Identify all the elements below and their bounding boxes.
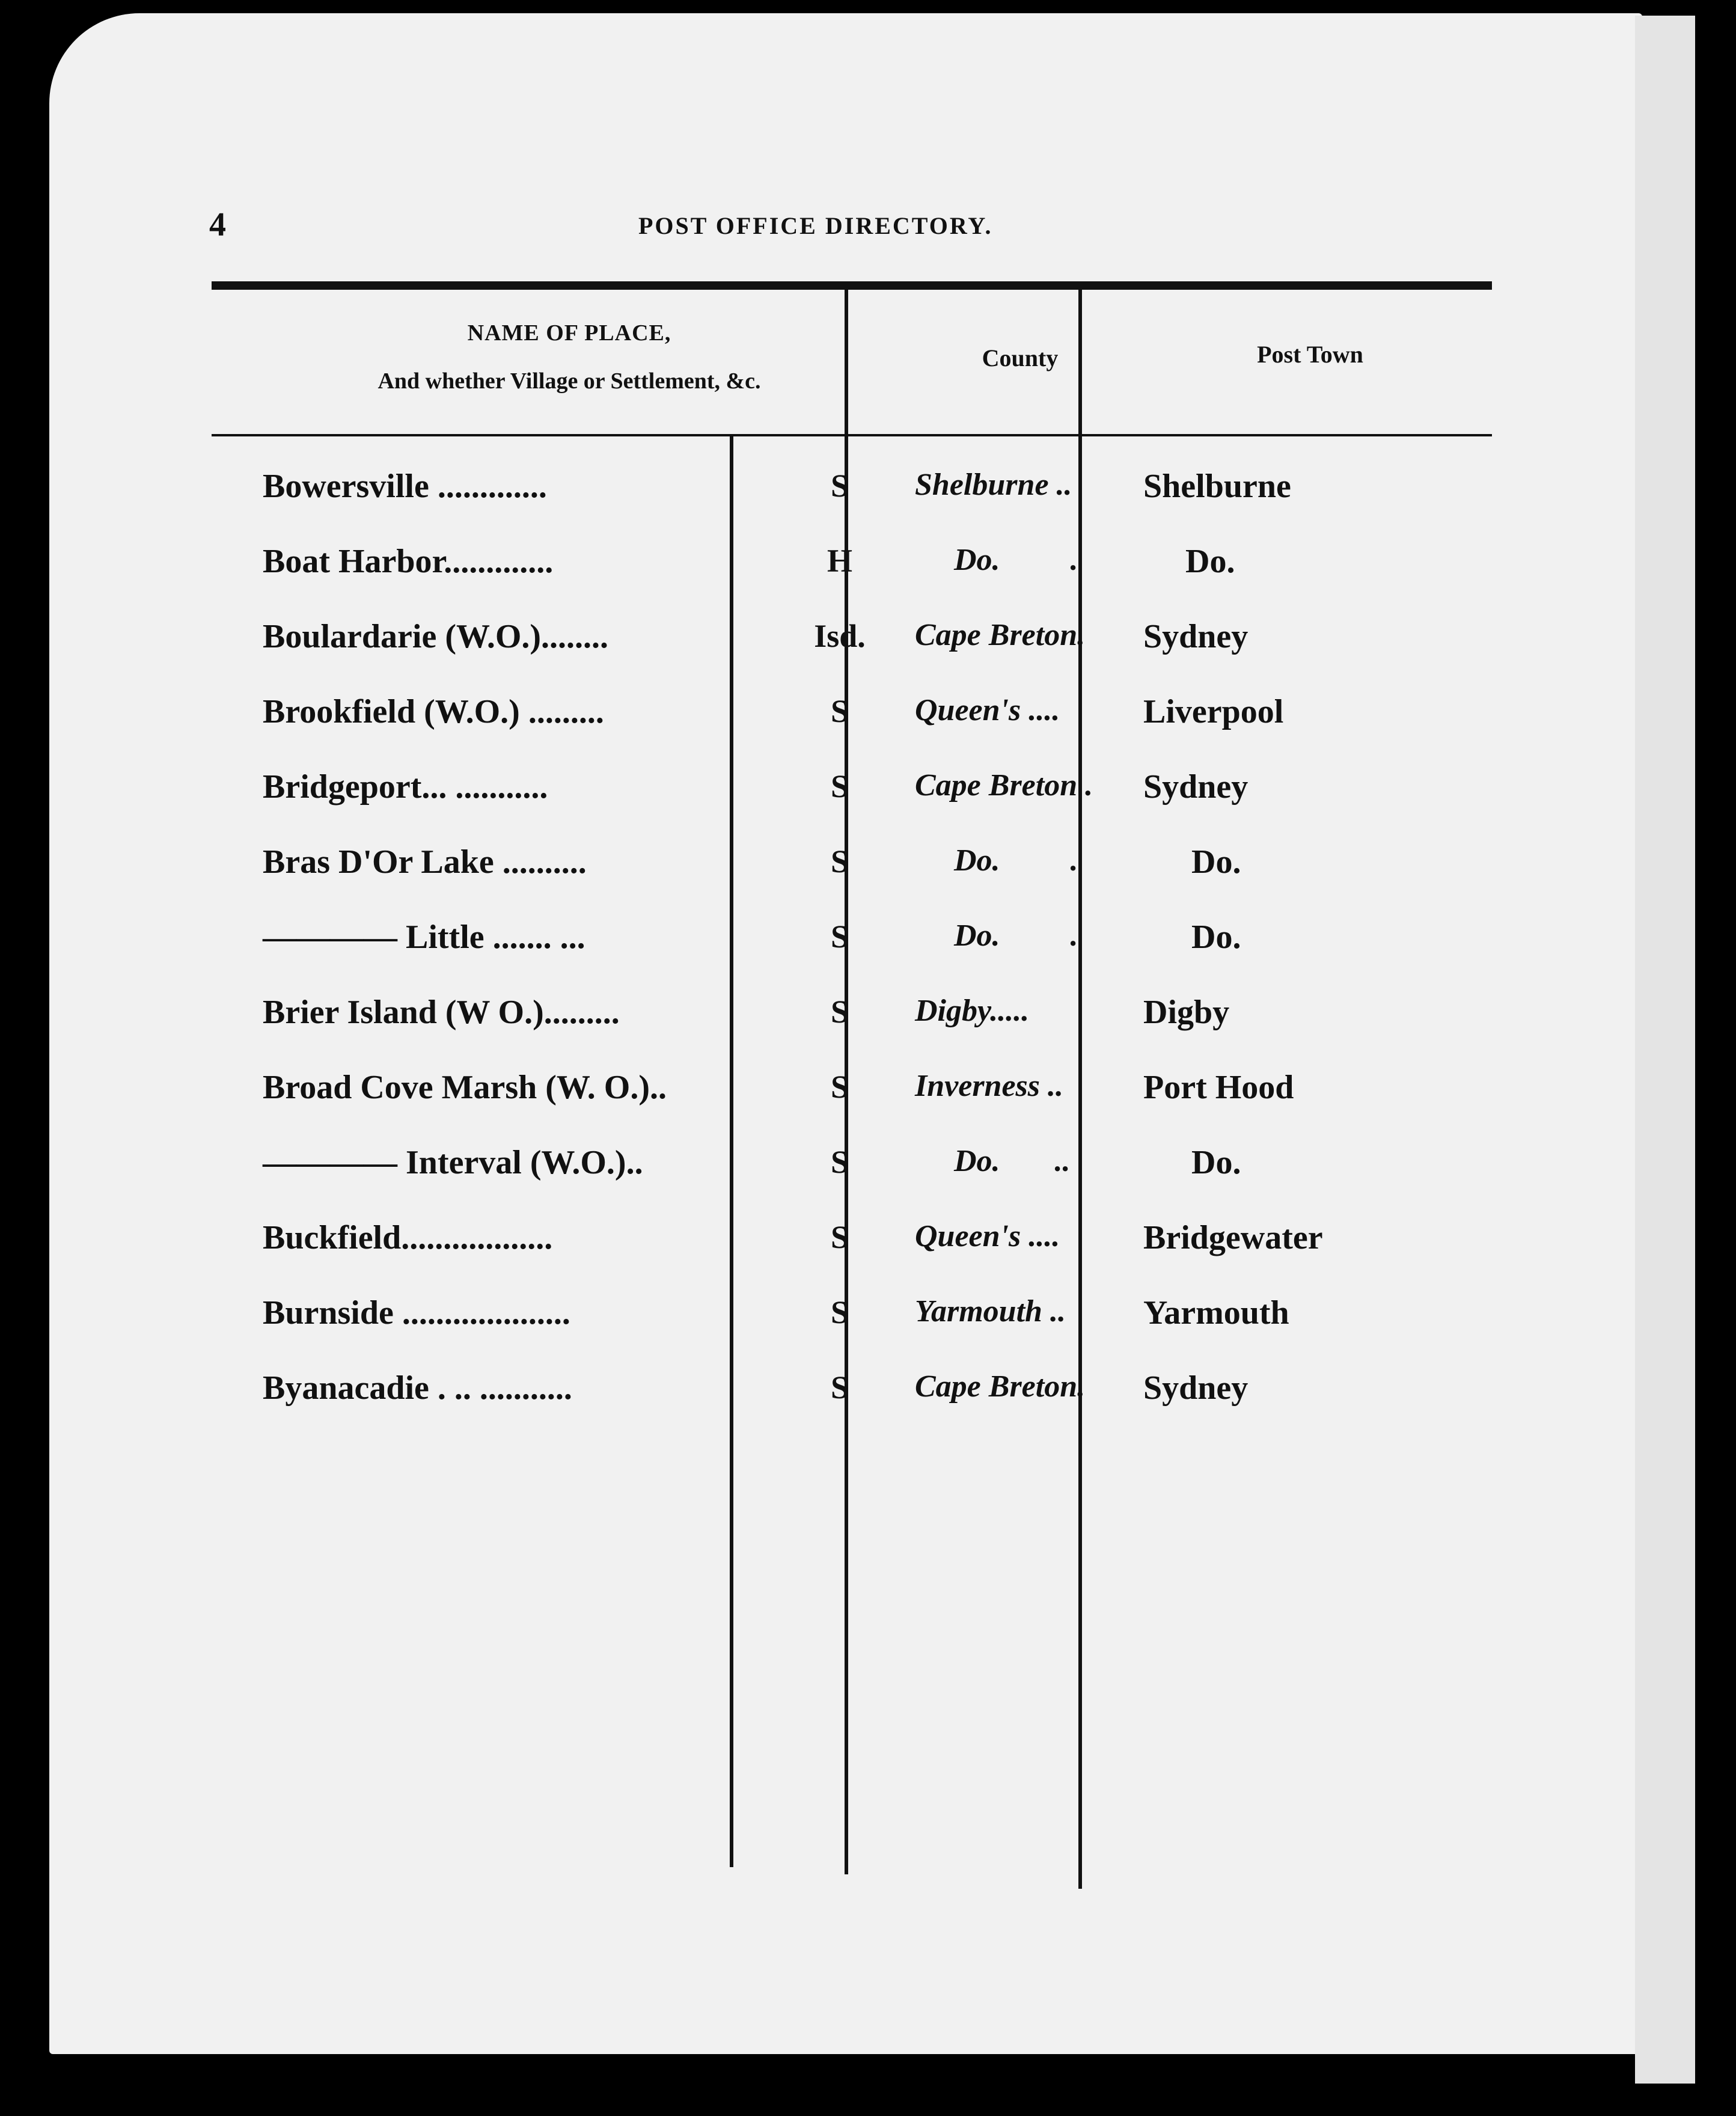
table-row: [49, 1219, 1642, 1267]
column-header-place: NAME OF PLACE,: [467, 320, 671, 346]
post-town-name: Do.: [1191, 843, 1241, 881]
post-town-name: Port Hood: [1143, 1069, 1294, 1106]
place-kind: S: [830, 994, 849, 1030]
place-name: Boat Harbor.............: [263, 543, 554, 580]
place-kind: S: [830, 693, 849, 729]
place-name: ———— Little ....... ...: [263, 919, 585, 956]
table-row: [49, 993, 1642, 1041]
place-kind: Isd.: [814, 618, 866, 654]
place-kind: S: [830, 1144, 849, 1180]
post-town-name: Sydney: [1143, 1369, 1249, 1407]
place-kind: S: [830, 468, 849, 504]
adjacent-page-edge: [1635, 16, 1695, 2084]
post-town-name: Bridgewater: [1143, 1219, 1323, 1256]
place-name: Bridgeport... ...........: [263, 768, 548, 806]
table-row: [49, 467, 1642, 515]
table-row: [49, 693, 1642, 741]
place-name: Burnside ....................: [263, 1294, 570, 1332]
county-name: Yarmouth ..: [915, 1294, 1066, 1329]
post-town-name: Sydney: [1143, 618, 1249, 655]
header-rule: [212, 434, 1492, 436]
county-name: Do. .: [954, 543, 1078, 577]
county-name: Do. ..: [954, 1144, 1071, 1178]
place-kind: S: [830, 1294, 849, 1330]
column-header-post-town: Post Town: [1257, 341, 1363, 368]
county-name: Cape Breton.: [915, 618, 1086, 652]
running-title: POST OFFICE DIRECTORY.: [638, 212, 993, 239]
place-kind: S: [830, 1069, 849, 1105]
county-name: Cape Breton.: [915, 1369, 1086, 1404]
post-town-name: Digby: [1143, 994, 1230, 1031]
place-kind: S: [830, 768, 849, 804]
place-name: Byanacadie . .. ...........: [263, 1369, 572, 1407]
column-header-place-sub: And whether Village or Settlement, &c.: [377, 368, 761, 394]
page-number: 4: [209, 206, 226, 243]
post-town-name: Do.: [1191, 1144, 1241, 1181]
place-name: Boulardarie (W.O.)........: [263, 618, 609, 655]
county-name: Queen's ....: [915, 693, 1060, 727]
table-row: [49, 843, 1642, 891]
table-row: [49, 1369, 1642, 1417]
place-name: Broad Cove Marsh (W. O.)..: [263, 1069, 667, 1106]
county-name: Do. .: [954, 843, 1078, 878]
place-kind: S: [830, 919, 849, 955]
county-name: Queen's ....: [915, 1219, 1060, 1253]
post-town-name: Do.: [1191, 919, 1241, 956]
table-row: [49, 617, 1642, 665]
county-name: Do. .: [954, 919, 1078, 953]
table-row: [49, 542, 1642, 590]
post-town-name: Shelburne: [1143, 468, 1291, 505]
county-name: Digby.....: [915, 994, 1030, 1028]
place-name: Brier Island (W O.).........: [263, 994, 620, 1031]
column-header-county: County: [982, 344, 1059, 372]
place-name: ———— Interval (W.O.)..: [263, 1144, 643, 1181]
place-name: Brookfield (W.O.) .........: [263, 693, 604, 730]
post-town-name: Yarmouth: [1143, 1294, 1289, 1332]
top-rule: [212, 281, 1492, 290]
county-name: Inverness ..: [915, 1069, 1064, 1103]
county-name: Cape Breton .: [915, 768, 1093, 803]
post-town-name: Sydney: [1143, 768, 1249, 806]
table-row: [49, 1143, 1642, 1191]
table-row: [49, 1068, 1642, 1116]
place-kind: S: [830, 843, 849, 879]
place-kind: S: [830, 1369, 849, 1405]
place-kind: S: [830, 1219, 849, 1255]
table-row: [49, 918, 1642, 966]
post-town-name: Liverpool: [1143, 693, 1284, 730]
post-town-name: Do.: [1185, 543, 1235, 580]
place-kind: H: [827, 543, 852, 579]
directory-page: [49, 13, 1642, 2054]
place-name: Bras D'Or Lake ..........: [263, 843, 587, 881]
table-row: [49, 768, 1642, 816]
place-name: Bowersville .............: [263, 468, 547, 505]
county-name: Shelburne ..: [915, 468, 1072, 502]
table-row: [49, 1294, 1642, 1342]
place-name: Buckfield..................: [263, 1219, 553, 1256]
